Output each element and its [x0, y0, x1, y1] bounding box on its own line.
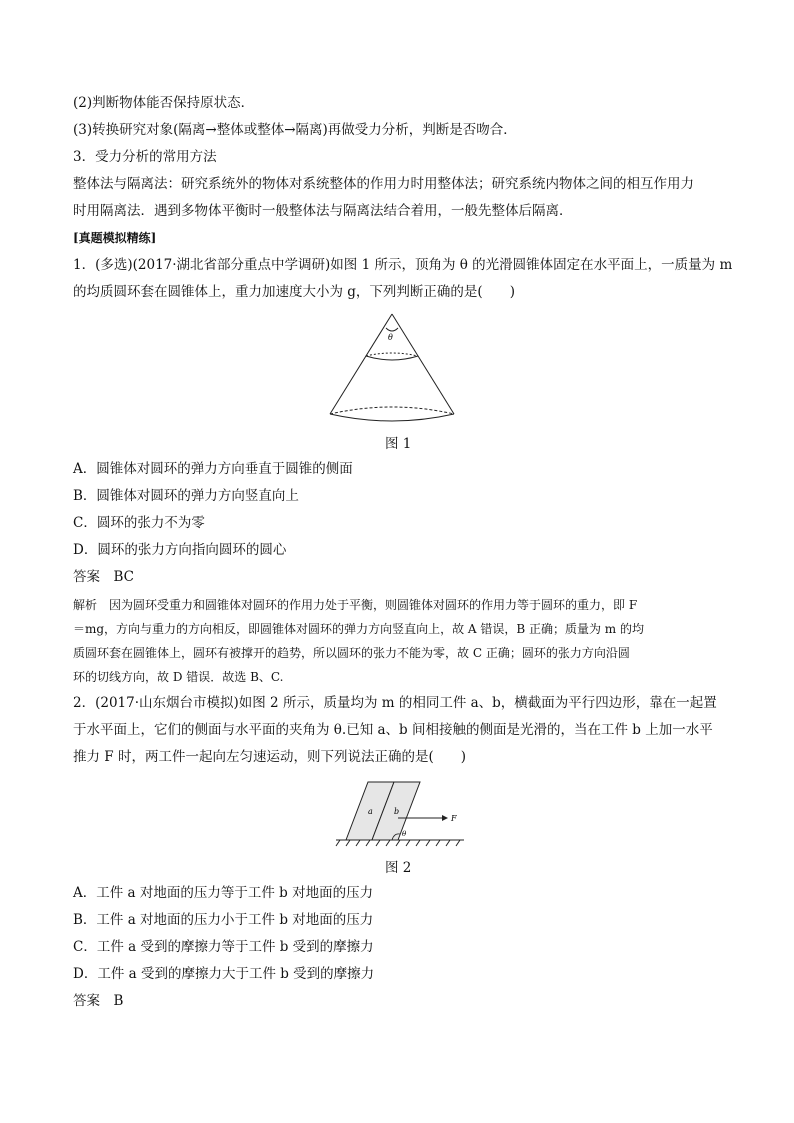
cone-figure	[322, 310, 462, 428]
cone-theta-label: θ	[388, 333, 393, 342]
method-line2: 时用隔离法．遇到多物体平衡时一般整体法与隔离法结合着用，一般先整体后隔离．	[73, 203, 573, 219]
q1-analysis-line3: 质圆环套在圆锥体上，圆环有被撑开的趋势，所以圆环的张力不能为零，故 C 正确；圆环的张力方向沿圆	[73, 646, 630, 660]
q2-option-d: D．工件 a 受到的摩擦力大于工件 b 受到的摩擦力	[73, 966, 375, 982]
section3-title: 3．受力分析的常用方法	[73, 149, 217, 165]
label-F: F	[451, 814, 457, 823]
figure2-caption: 图 2	[385, 860, 412, 876]
practice-heading: [真题模拟精练]	[73, 231, 157, 245]
ground	[336, 840, 464, 846]
q1-option-b: B．圆锥体对圆环的弹力方向竖直向上	[73, 488, 299, 504]
label-a: a	[368, 807, 373, 816]
figure1-caption: 图 1	[385, 436, 412, 452]
workpieces-figure	[334, 778, 466, 850]
q1-answer: 答案 BC	[73, 569, 135, 585]
q1-analysis-line2: ＝mg，方向与重力的方向相反，即圆锥体对圆环的弹力方向竖直向上，故 A 错误，B 正确；质量为 m 的均	[73, 622, 644, 636]
q1-line1: 1．(多选)(2017·湖北省部分重点中学调研)如图 1 所示，顶角为 θ 的光滑圆锥体固定在水平面上，一质量为 m	[73, 257, 733, 273]
q1-line2: 的均质圆环套在圆锥体上，重力加速度大小为 g，下列判断正确的是( )	[73, 284, 515, 300]
force-arrow-head	[442, 815, 448, 821]
q1-option-a: A．圆锥体对圆环的弹力方向垂直于圆锥的侧面	[73, 461, 353, 477]
label-theta: θ	[402, 830, 407, 838]
q1-analysis-line4: 环的切线方向，故 D 错误．故选 B、C.	[73, 670, 284, 684]
q2-line1: 2．(2017·山东烟台市模拟)如图 2 所示，质量均为 m 的相同工件 a、b，横截面为平行四边形，靠在一起置	[73, 695, 717, 711]
cone-outline	[330, 314, 454, 421]
q2-option-b: B．工件 a 对地面的压力小于工件 b 对地面的压力	[73, 912, 374, 928]
q1-analysis-line1: 解析 因为圆环受重力和圆锥体对圆环的作用力处于平衡，则圆锥体对圆环的作用力等于圆环的重力，即 F	[73, 598, 638, 612]
q2-option-c: C．工件 a 受到的摩擦力等于工件 b 受到的摩擦力	[73, 939, 374, 955]
intro-p3: (3)转换研究对象(隔离→整体或整体→隔离)再做受力分析，判断是否吻合．	[73, 122, 517, 138]
label-b: b	[394, 807, 400, 816]
q2-line2: 于水平面上，它们的侧面与水平面的夹角为 θ.已知 a、b 间相接触的侧面是光滑的，当在工件 b 上加一水平	[73, 722, 713, 738]
q1-option-d: D．圆环的张力方向指向圆环的圆心	[73, 542, 287, 558]
q1-option-c: C．圆环的张力不为零	[73, 515, 205, 531]
method-line1: 整体法与隔离法：研究系统外的物体对系统整体的作用力时用整体法；研究系统内物体之间的相互作用力	[73, 176, 694, 192]
q2-option-a: A．工件 a 对地面的压力等于工件 b 对地面的压力	[73, 885, 374, 901]
q2-line3: 推力 F 时，两工件一起向左匀速运动，则下列说法正确的是( )	[73, 749, 466, 765]
intro-p2: (2)判断物体能否保持原状态．	[73, 95, 255, 111]
q2-answer: 答案 B	[73, 993, 124, 1009]
